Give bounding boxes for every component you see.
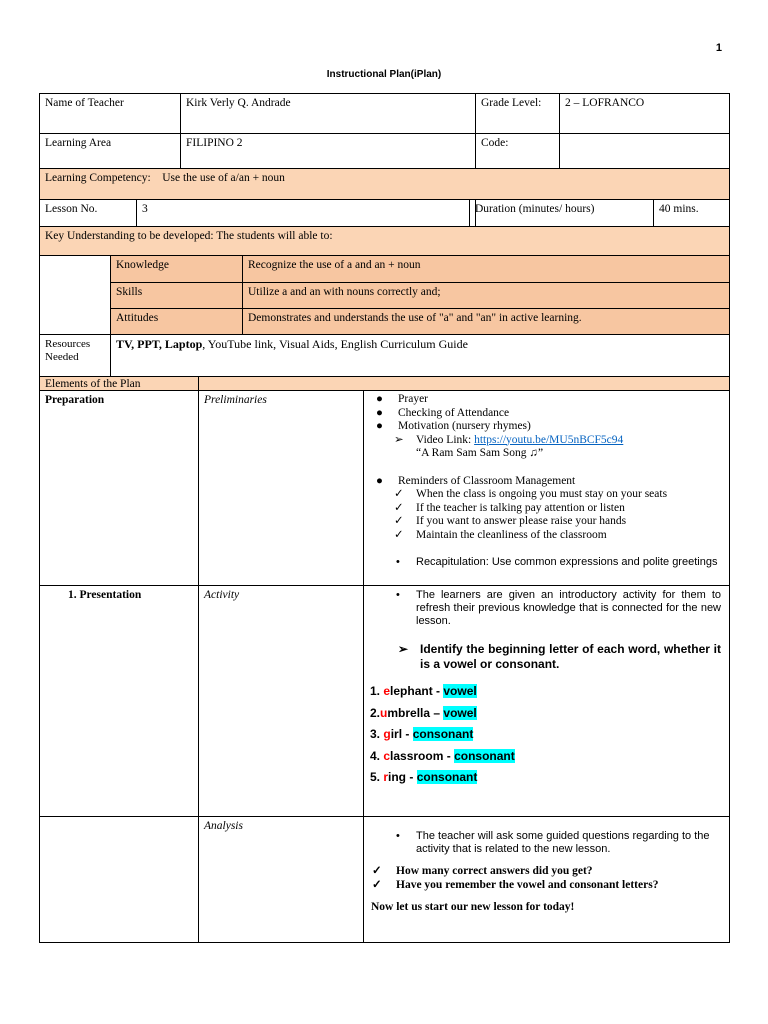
activity-label: Activity — [198, 585, 364, 817]
word-rest: mbrella – — [387, 705, 444, 720]
teacher-value: Kirk Verly Q. Andrade — [180, 93, 476, 134]
word-first-letter: u — [380, 705, 388, 720]
prep-item: Checking of Attendance — [398, 406, 510, 419]
elements-label: Elements of the Plan — [39, 376, 199, 391]
dot-icon: • — [396, 556, 400, 568]
word-rest: irl - — [390, 727, 413, 741]
bullet-icon: ● — [376, 420, 383, 432]
area-value: FILIPINO 2 — [180, 133, 476, 169]
word-item-4 — [370, 750, 729, 763]
analysis-content — [363, 816, 730, 943]
analysis-closing: Now let us start our new lesson for today! — [371, 901, 575, 913]
word-number: 3. — [370, 727, 384, 741]
word-first-letter: c — [383, 748, 391, 763]
word-item-3 — [370, 728, 729, 741]
word-number: 1. — [370, 684, 384, 698]
key-understanding: Key Understanding to be developed: The students will able to: — [39, 226, 730, 256]
word-answer: vowel — [443, 705, 477, 720]
lesson-value: 3 — [136, 199, 476, 227]
competency-value: Use the use of a/an + noun — [162, 172, 285, 184]
resources-rest: , YouTube link, Visual Aids, English Curriculum Guide — [202, 337, 468, 351]
word-rest: ing - — [388, 770, 417, 784]
resources-bold: TV, PPT, Laptop — [116, 337, 203, 351]
song-title: “A Ram Sam Sam Song ♫” — [416, 447, 544, 459]
page-number: 1 — [715, 42, 722, 54]
bullet-icon: ● — [376, 406, 383, 419]
preliminaries-label: Preliminaries — [198, 390, 364, 586]
elements-spacer — [198, 376, 730, 391]
word-number: 4. — [370, 748, 384, 763]
resources-value — [110, 334, 730, 377]
reminders-title: Reminders of Classroom Management — [398, 474, 576, 487]
presentation-label: 1. Presentation — [39, 585, 199, 817]
check-icon: ✓ — [394, 501, 404, 514]
grade-value: 2 – LOFRANCO — [559, 93, 730, 134]
area-label: Learning Area — [39, 133, 181, 169]
check-icon: ✓ — [394, 488, 404, 500]
code-label: Code: — [475, 133, 560, 169]
reminder-item: When the class is ongoing you must stay on your seats — [416, 488, 668, 500]
reminder-item: If the teacher is talking pay attention or listen — [416, 501, 625, 514]
preparation-content — [363, 390, 730, 586]
analysis-question: How many correct answers did you get? — [396, 865, 593, 877]
word-first-letter: r — [383, 770, 389, 784]
activity-content — [363, 585, 730, 817]
dot-icon: • — [396, 830, 400, 842]
code-value — [559, 133, 730, 169]
knowledge-text: Recognize the use of a and an + noun — [242, 255, 730, 283]
arrow-bullet-icon: ➢ — [394, 433, 404, 446]
bullet-icon: ● — [376, 474, 383, 487]
word-rest: lephant - — [390, 684, 444, 698]
lesson-label: Lesson No. — [39, 199, 137, 227]
teacher-label: Name of Teacher — [39, 93, 181, 134]
word-answer: consonant — [454, 748, 515, 763]
activity-intro: The learners are given an introductory activity for them to refresh their previous knowledge that is connected for the new lesson. — [416, 589, 721, 627]
skills-label: Skills — [110, 282, 243, 309]
word-number: 5. — [370, 770, 384, 784]
learning-competency — [39, 168, 730, 200]
prep-item: Prayer — [398, 393, 429, 405]
word-answer: consonant — [412, 727, 474, 741]
dot-icon: • — [396, 589, 400, 601]
attitudes-label: Attitudes — [110, 308, 243, 335]
check-icon: ✓ — [394, 515, 404, 527]
analysis-question: Have you remember the vowel and consonant letters? — [396, 878, 659, 891]
duration-label: Duration (minutes/ hours) — [469, 199, 654, 227]
recap-text: Recapitulation: Use common expressions and polite greetings — [416, 556, 718, 568]
analysis-intro: The teacher will ask some guided questions regarding to the activity that is related to the new lesson. — [416, 830, 710, 855]
skills-text: Utilize a and an with nouns correctly and; — [242, 282, 730, 309]
video-label: Video Link: — [416, 433, 472, 446]
word-number: 2. — [370, 705, 381, 720]
bullet-icon: ● — [376, 393, 383, 405]
activity-instruction: Identify the beginning letter of each word, whether it is a vowel or consonant. — [420, 642, 721, 671]
prep-item: Motivation (nursery rhymes) — [398, 420, 531, 432]
duration-value: 40 mins. — [653, 199, 730, 227]
attitudes-text: Demonstrates and understands the use of "a" and "an" in active learning. — [242, 308, 730, 335]
arrow-bullet-icon: ➢ — [398, 642, 409, 656]
check-icon: ✓ — [372, 878, 382, 891]
analysis-spacer — [39, 816, 199, 943]
reminder-item: If you want to answer please raise your hands — [416, 515, 627, 527]
check-icon: ✓ — [372, 865, 382, 877]
word-first-letter: g — [383, 727, 391, 741]
video-link[interactable]: https://youtu.be/MU5nBCF5c94 — [474, 433, 624, 446]
word-answer: vowel — [443, 684, 477, 698]
resources-label: Resources Needed — [39, 334, 111, 377]
word-first-letter: e — [383, 684, 391, 698]
word-item-5 — [370, 771, 729, 784]
knowledge-label: Knowledge — [110, 255, 243, 283]
analysis-label: Analysis — [198, 816, 364, 943]
preparation-label: Preparation — [39, 390, 199, 586]
competency-label: Learning Competency: — [45, 172, 151, 184]
objectives-spacer — [39, 255, 111, 335]
word-answer: consonant — [416, 770, 478, 784]
word-item-1 — [370, 685, 729, 698]
check-icon: ✓ — [394, 528, 404, 541]
word-item-2 — [370, 707, 729, 720]
grade-label: Grade Level: — [475, 93, 560, 134]
reminder-item: Maintain the cleanliness of the classroom — [416, 528, 607, 541]
word-rest: lassroom - — [390, 748, 455, 763]
document-title: Instructional Plan(iPlan) — [326, 69, 442, 80]
